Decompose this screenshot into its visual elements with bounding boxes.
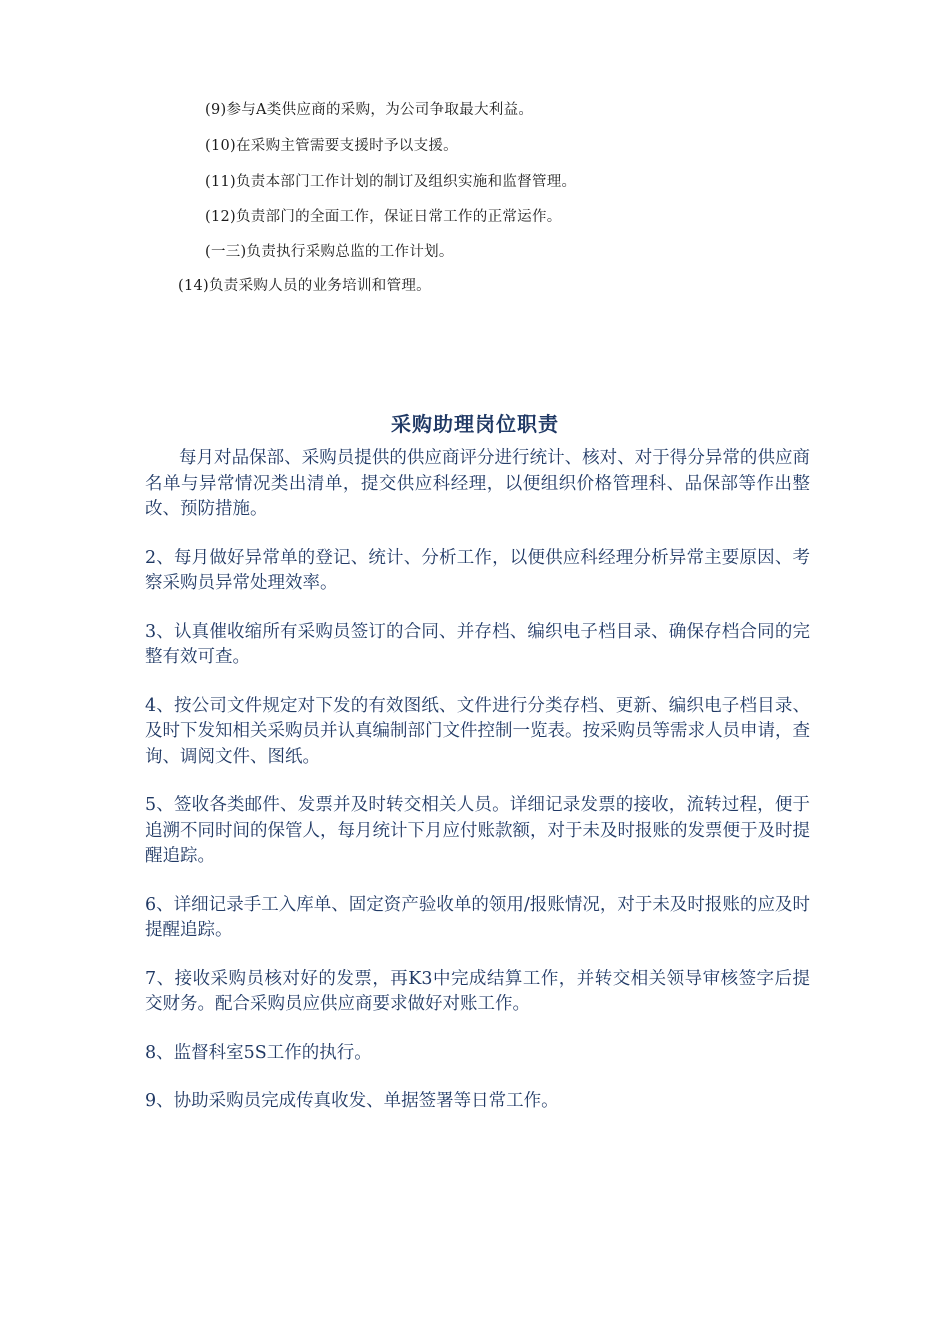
duty-paragraph: 7、接收采购员核对好的发票，再K3中完成结算工作，并转交相关领导审核签字后提交财务。配合采购员应供应商要求做好对账工作。 bbox=[145, 968, 810, 1014]
duty-paragraph: 5、签收各类邮件、发票并及时转交相关人员。详细记录发票的接收，流转过程，便于追溯不同时间的保管人，每月统计下月应付账款额，对于未及时报账的发票便于及时提醒追踪。 bbox=[145, 795, 810, 866]
list-item: (10)在采购主管需要支援时予以支援。 bbox=[205, 138, 458, 154]
duty-paragraph: 8、监督科室5S工作的执行。 bbox=[145, 1042, 372, 1063]
list-item: (14)负责采购人员的业务培训和管理。 bbox=[178, 278, 431, 294]
section-title: 采购助理岗位职责 bbox=[391, 412, 559, 436]
list-item: (9)参与A类供应商的采购，为公司争取最大利益。 bbox=[205, 102, 534, 118]
duties-list bbox=[145, 446, 810, 1138]
duty-paragraph: 2、每月做好异常单的登记、统计、分析工作，以便供应科经理分析异常主要原因、考察采购员异常处理效率。 bbox=[145, 547, 810, 593]
duty-paragraph: 每月对品保部、采购员提供的供应商评分进行统计、核对、对于得分异常的供应商名单与异常情况类出清单，提交供应科经理，以便组织价格管理科、品保部等作出整改、预防措施。 bbox=[145, 448, 810, 519]
duty-paragraph: 4、按公司文件规定对下发的有效图纸、文件进行分类存档、更新、编织电子档目录、及时下发知相关采购员并认真编制部门文件控制一览表。按采购员等需求人员申请，查询、调阅文件、图纸。 bbox=[145, 695, 810, 767]
duty-paragraph: 3、认真催收缩所有采购员签订的合同、并存档、编织电子档目录、确保存档合同的完整有效可查。 bbox=[145, 621, 810, 667]
duty-paragraph: 9、协助采购员完成传真收发、单据签署等日常工作。 bbox=[145, 1091, 559, 1111]
duty-paragraph: 6、详细记录手工入库单、固定资产验收单的领用/报账情况，对于未及时报账的应及时提醒追踪。 bbox=[145, 894, 810, 940]
list-item: (12)负责部门的全面工作，保证日常工作的正常运作。 bbox=[205, 209, 562, 225]
list-item: (一三)负责执行采购总监的工作计划。 bbox=[205, 244, 454, 260]
list-item: (11)负责本部门工作计划的制订及组织实施和监督管理。 bbox=[205, 174, 577, 190]
